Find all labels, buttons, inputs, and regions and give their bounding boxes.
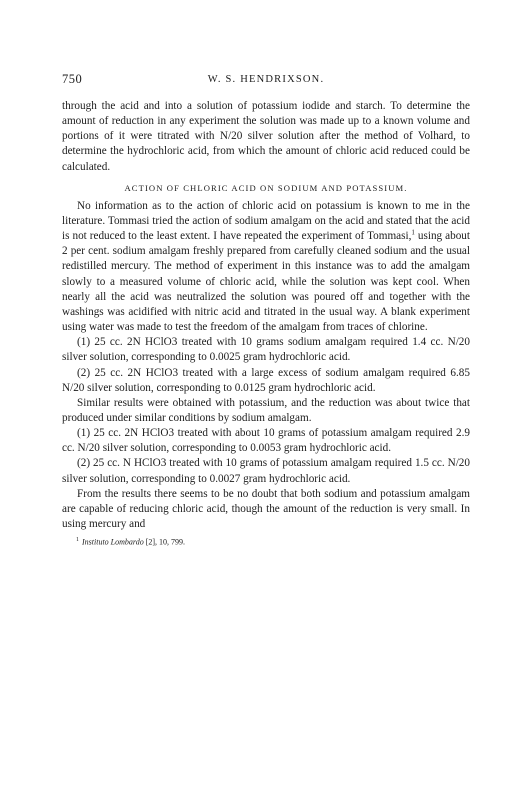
footnote-reference: 1 — [411, 228, 415, 237]
page-number: 750 — [62, 72, 83, 86]
paragraph-tommasi — [62, 199, 470, 335]
footnote-citation: [2], 10, 799. — [145, 537, 186, 547]
paragraph-text: No information as to the action of chloric acid on potassium is known to me in the literature. Tommasi tried the action of sodium amalgam on the acid and stated that the acid is not reduced to the least extent. I have repeated the experiment of Tommasi, — [62, 199, 470, 243]
article-body — [62, 99, 470, 548]
journal-page — [62, 70, 470, 548]
footnote-mark: 1 — [76, 537, 79, 544]
paragraph-text: using about 2 per cent. sodium amalgam freshly prepared from carefully cleaned sodium and the usual redistilled mercury. The method of experiment in this instance was to add the amalgam slowly to a measured volume of chloric acid, while the solution was kept cool. When nearly all the acid was neutralized the solution was poured off and together with the washings was acidified with nitric acid and titrated in the usual way. A blank experiment using water was made to test the freedom of the amalgam from traces of chlorine. — [62, 230, 470, 334]
conclusion-paragraph: From the results there seems to be no doubt that both sodium and potassium amalgam are capable of reducing chloric acid, though the amount of the reduction is very small. In using mercury and — [62, 487, 470, 531]
section-heading: ACTION OF CHLORIC ACID ON SODIUM AND POTASSIUM. — [124, 182, 408, 193]
running-title: W. S. HENDRIXSON. — [207, 74, 325, 85]
continued-paragraph: through the acid and into a solution of potassium iodide and starch. To determine the amount of reduction in any experiment the solution was made up to a known volume and portions of it were titrated with N/20 silver solution after the method of Volhard, to determine the hydrochloric acid, from which the amount of chloric acid reduced could be calculated. — [62, 100, 470, 173]
experiment-potassium-1: (1) 25 cc. 2N HClO3 treated with about 10 grams of potassium amalgam required 2.9 cc. N/20 silver solution, corresponding to 0.0053 gram hydrochloric acid. — [62, 427, 470, 455]
footnote-source: Instituto Lombardo — [82, 537, 144, 547]
experiment-sodium-2: (2) 25 cc. 2N HClO3 treated with a large excess of sodium amalgam required 6.85 N/20 silver solution, corresponding to 0.0125 gram hydrochloric acid. — [62, 366, 470, 394]
potassium-results-paragraph: Similar results were obtained with potassium, and the reduction was about twice that produced under similar conditions by sodium amalgam. — [62, 396, 470, 424]
running-header — [62, 70, 470, 88]
footnote — [62, 535, 470, 548]
experiment-sodium-1: (1) 25 cc. 2N HClO3 treated with 10 grams sodium amalgam required 1.4 cc. N/20 silver solution, corresponding to 0.0025 gram hydrochloric acid. — [62, 336, 470, 364]
experiment-potassium-2: (2) 25 cc. N HClO3 treated with 10 grams of potassium amalgam required 1.5 cc. N/20 silver solution, corresponding to 0.0027 gram hydrochloric acid. — [62, 457, 470, 485]
